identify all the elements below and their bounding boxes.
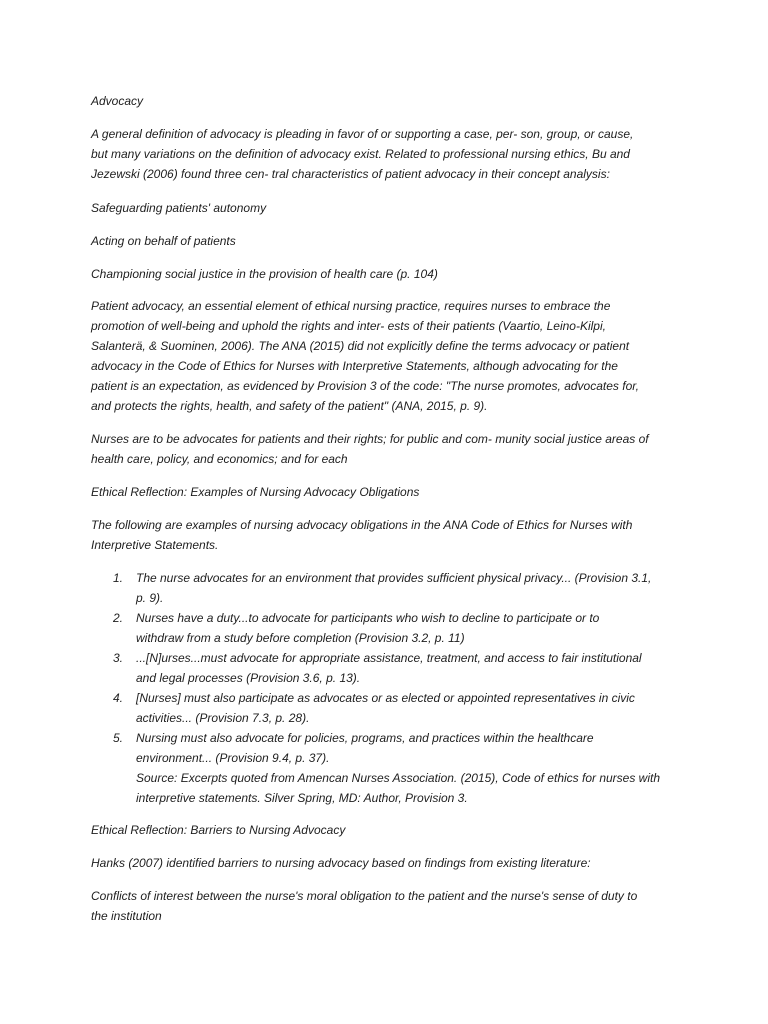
text-line: advocacy in the Code of Ethics for Nurses with Interpretive Statements, although advocating for the	[91, 359, 618, 373]
text-line: Interpretive Statements.	[91, 538, 219, 552]
characteristic-autonomy: Safeguarding patients' autonomy	[91, 201, 267, 215]
text-line: Patient advocacy, an essential element of ethical nursing practice, requires nurses to embrace the	[91, 299, 611, 313]
nurses-paragraph	[91, 429, 649, 469]
text-line: the institution	[91, 909, 162, 923]
characteristic-social-justice: Championing social justice in the provision of health care (p. 104)	[91, 267, 438, 281]
list-number: 5.	[113, 731, 124, 745]
text-line: promotion of well-being and uphold the rights and inter- ests of their patients (Vaartio, Leino-Kilpi,	[91, 319, 606, 333]
text-line: and legal processes (Provision 3.6, p. 13).	[136, 671, 361, 685]
characteristic-behalf: Acting on behalf of patients	[91, 234, 236, 248]
text-line: Nurses have a duty...to advocate for participants who wish to decline to participate or to	[136, 611, 600, 625]
text-line: health care, policy, and economics; and for each	[91, 452, 348, 466]
conflicts-paragraph	[91, 886, 637, 926]
text-line: ...[N]urses...must advocate for appropriate assistance, treatment, and access to fair institutional	[136, 651, 642, 665]
list-number: 3.	[113, 651, 124, 665]
text-line: The following are examples of nursing advocacy obligations in the ANA Code of Ethics for Nurses with	[91, 518, 633, 532]
text-line: Nurses are to be advocates for patients and their rights; for public and com- munity social justice areas of	[91, 432, 649, 446]
text-line: Jezewski (2006) found three cen- tral characteristics of patient advocacy in their concept analysis:	[91, 167, 610, 181]
patient-advocacy-paragraph	[91, 296, 639, 416]
text-line: p. 9).	[136, 591, 164, 605]
heading-barriers: Ethical Reflection: Barriers to Nursing Advocacy	[91, 823, 346, 837]
text-line: The nurse advocates for an environment that provides sufficient physical privacy... (Provision 3.1,	[136, 571, 652, 585]
text-line: patient is an expectation, as evidenced by Provision 3 of the code: "The nurse promotes, advocates for,	[91, 379, 639, 393]
list-number: 1.	[113, 571, 124, 585]
list-number: 4.	[113, 691, 124, 705]
list-number: 2.	[113, 611, 124, 625]
text-line: Nursing must also advocate for policies, programs, and practices within the healthcare	[136, 731, 594, 745]
document-title: Advocacy	[91, 94, 144, 108]
hanks-paragraph: Hanks (2007) identified barriers to nursing advocacy based on findings from existing literature:	[91, 856, 591, 870]
text-line: [Nurses] must also participate as advocates or as elected or appointed representatives in civic	[136, 691, 635, 705]
source-line: Source: Excerpts quoted from Amencan Nurses Association. (2015), Code of ethics for nurses with	[136, 771, 661, 785]
text-line: activities... (Provision 7.3, p. 28).	[136, 711, 310, 725]
text-line: environment... (Provision 9.4, p. 37).	[136, 751, 330, 765]
text-line: and protects the rights, health, and safety of the patient" (ANA, 2015, p. 9).	[91, 399, 488, 413]
heading-obligations: Ethical Reflection: Examples of Nursing Advocacy Obligations	[91, 485, 420, 499]
text-line: withdraw from a study before completion (Provision 3.2, p. 11)	[136, 631, 465, 645]
intro-paragraph	[91, 124, 633, 184]
text-line: Conflicts of interest between the nurse's moral obligation to the patient and the nurse's sense of duty to	[91, 889, 638, 903]
text-line: A general definition of advocacy is pleading in favor of or supporting a case, per- son, group, or cause,	[91, 127, 634, 141]
text-line: Salanterä, & Suominen, 2006). The ANA (2015) did not explicitly define the terms advocacy or patient	[91, 339, 630, 353]
following-paragraph	[91, 515, 632, 555]
text-line: but many variations on the definition of advocacy exist. Related to professional nursing ethics, Bu and	[91, 147, 630, 161]
source-line: interpretive statements. Silver Spring, MD: Author, Provision 3.	[136, 791, 468, 805]
